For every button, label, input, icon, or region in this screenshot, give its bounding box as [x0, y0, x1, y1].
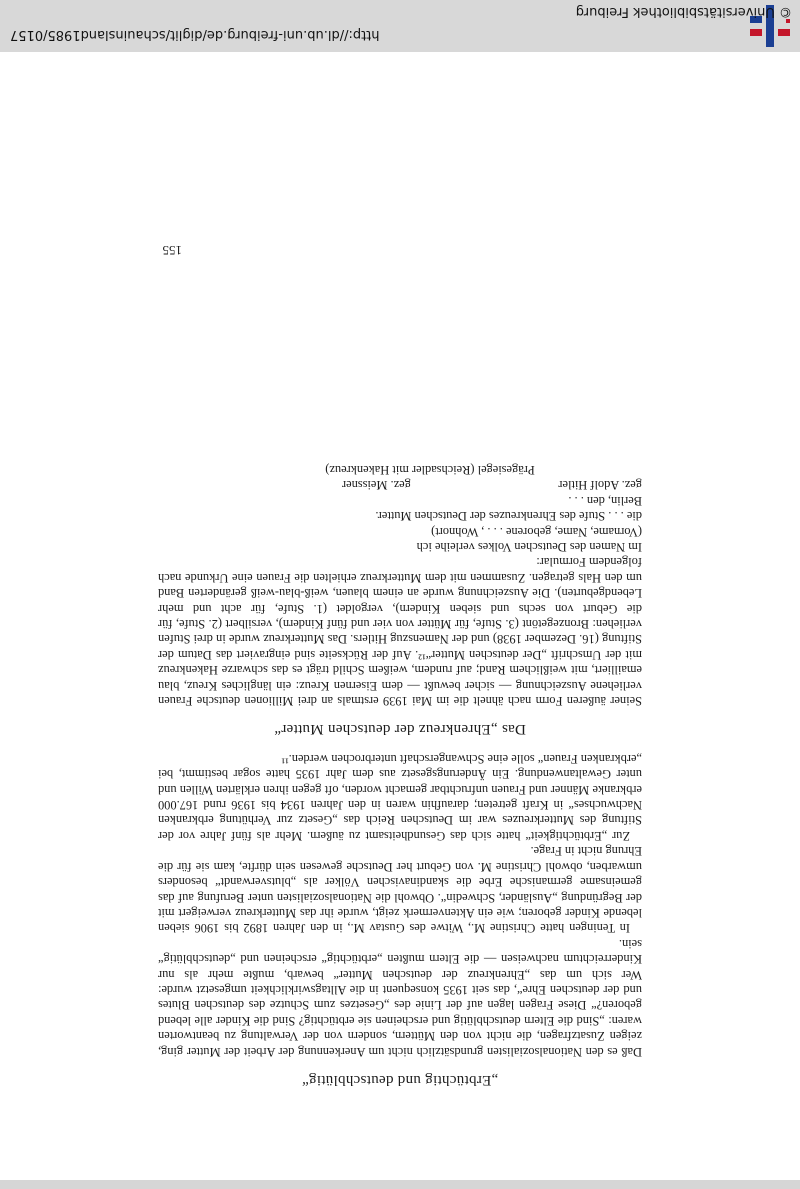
top-page-gap: [0, 1180, 800, 1189]
seal-line: Prägesiegel (Reichsadler mit Hakenkreuz): [325, 462, 535, 477]
paragraph-3: Zur „Erbtüchtigkeit“ hatte sich das Gesundheitsamt zu äußern. Mehr als fünf Jahre vor der Stiftung des Mutterkreuzes war im Deutschen Reich das „Gesetz zur Verhütung erbkranken Nachwuchses“ in Kraft getreten; daraufhin waren in den Jahren 1934 bis 1936 rund 167.000 erbkranke Männer und Frauen unfruchtbar gemacht worden, oft gegen ihren erklärten Willen und unter Gewaltanwendung. Ein Änderungsgesetz aus dem Jahr 1935 hatte sogar bestimmt, bei „erbkranken Frauen“ solle eine Schwangerschaft unterbrochen werden.¹¹: [158, 751, 642, 843]
paragraph-2: In Teningen hatte Christine M., Witwe des Gustav M., in den Jahren 1892 bis 1906 sieben lebende Kinder geboren; wie ein Aktenvermerk zeigt, wurde ihr das Mutterkreuz verweigert mit der Begründung „Ausländer, Schwedin“. Obwohl die Nationalsozialisten unter Berufung auf das gemeinsame germanische Erbe die skandinavischen Völker als „blutsverwandt“ besonders umwarben, obwohl Christine M. von Geburt her Deutsche gewesen sein dürfte, kam sie für die Ehrung nicht in Frage.: [158, 844, 642, 936]
form-line: Im Namen des Deutschen Volkes verleihe ich: [416, 540, 642, 554]
form-line: die . . . Stufe des Ehrenkreuzes der Deutschen Mutter.: [375, 509, 642, 524]
form-line: Berlin, den . . .: [568, 493, 642, 508]
footer-url[interactable]: http://dl.ub.uni-freiburg.de/diglit/schauinsland1985/0157: [10, 27, 380, 42]
certificate-form: [158, 462, 642, 554]
document-text-column: [158, 462, 642, 1087]
paragraph-1: Daß es den Nationalsozialisten grundsätzlich nicht um Anerkennung der Arbeit der Mutter ging, zeigen Zusatzfragen, die nicht von den Müttern, sondern von der Verwaltung zu beantworten waren: „Sind die Eltern deutschblütig und erscheinen sie erbtüchtig? Sind die Kinder alle lebend geboren?“ Diese Fragen lagen auf der Linie des „Gesetzes zum Schutze des deutschen Blutes und der deutschen Ehre“, das seit 1935 konsequent in die Alltagswirklichkeit umgesetzt wurde: Wer sich um das „Ehrenkreuz der deutschen Mutter“ bewarb, mußte mehr als nur Kinderreichtum nachweisen — die Eltern mußten „erbtüchtig“ erscheinen und „deutschblütig“ sein.: [158, 936, 642, 1059]
signature-hitler: gez. Adolf Hitler: [558, 478, 642, 493]
footer-copyright: © Universitätsbibliothek Freiburg: [575, 4, 792, 19]
section-title-erbtuechtig: „Erbtüchtig und deutschblütig“: [301, 1072, 499, 1088]
signature-meissner: gez. Meissner: [342, 478, 411, 493]
form-line: (Vorname, Name, geborene . . . , Wohnort): [431, 524, 642, 539]
signature-row: [342, 477, 642, 492]
page-number: 155: [162, 243, 182, 258]
paragraph-4: Seiner äußeren Form nach ähnelt die im Mai 1939 erstmals an drei Millionen deutsche Frauen verliehene Auszeichnung — sicher bewußt — dem Eisernen Kreuz: ein längliches Kreuz, blau emailliert, mit weißlichem Rand; auf rundem, weißem Schild trägt es das schwarze Hakenkreuz mit der Umschrift „Der deutschen Mutter“¹². Auf der Rückseite sind eingraviert das Datum der Stiftung (16. Dezember 1938) und der Namenszug Hitlers. Das Mutterkreuz wurde in drei Stufen verliehen: Bronzegetönt (3. Stufe, für Mütter von vier und fünf Kindern), versilbert (2. Stufe, für die Geburt von sechs und sieben Kindern), vergoldet (1. Stufe, für acht und mehr Lebendgeburten). Die Auszeichnung wurde an einem blauen, weiß-blau-weiß geränderten Band um den Hals getragen. Zusammen mit dem Mutterkreuz erhielten die Frauen eine Urkunde nach folgendem Formular:: [158, 555, 642, 709]
section-title-ehrenkreuz: Das „Ehrenkreuz der deutschen Mutter“: [274, 721, 526, 738]
